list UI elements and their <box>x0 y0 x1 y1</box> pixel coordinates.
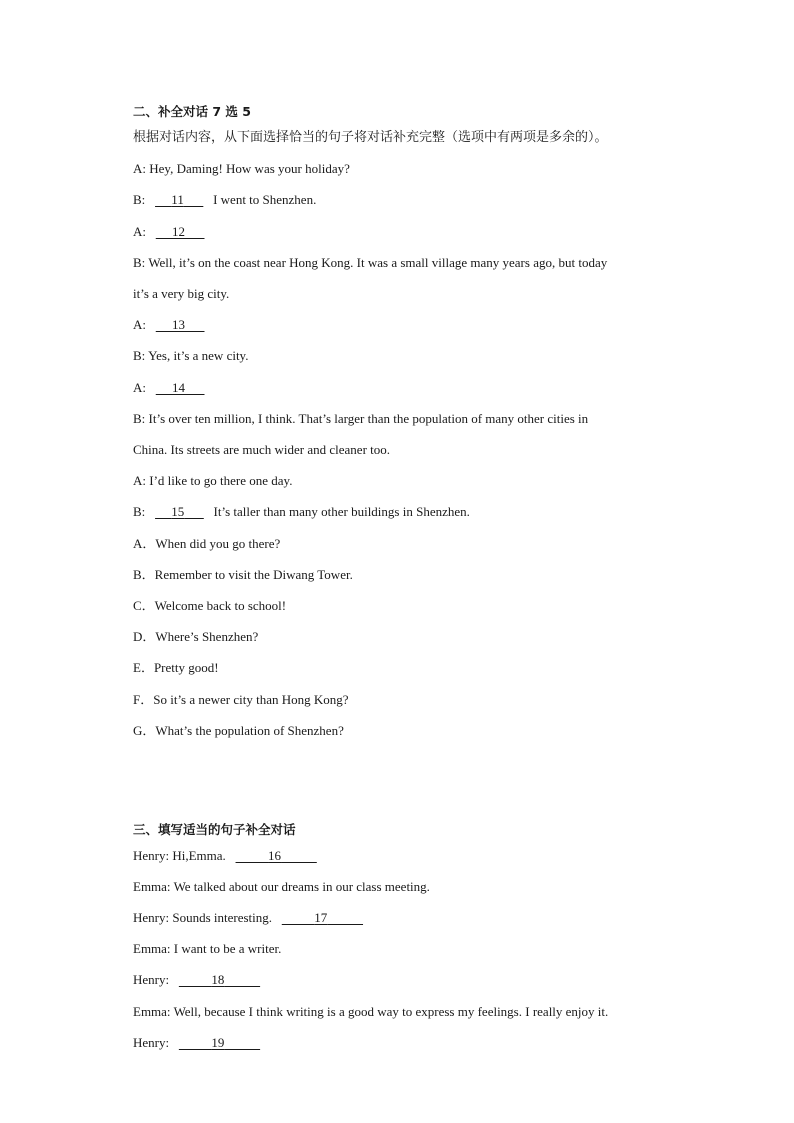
speaker: Henry: <box>133 910 170 925</box>
answer-blank[interactable] <box>155 192 203 208</box>
option-letter: D． <box>133 629 156 644</box>
blank-number: 11 <box>171 192 184 207</box>
section2-instruction: 根据对话内容，从下面选择恰当的句子将对话补充完整（选项中有两项是多余的）。 <box>133 130 608 145</box>
dialogue-line <box>133 1035 260 1051</box>
dialogue-text: Well, it’s on the coast near Hong Kong. It was a small village many years ago, but today <box>148 255 608 270</box>
speaker: Henry: <box>133 972 170 987</box>
dialogue-line <box>133 317 205 333</box>
speaker: Henry: <box>133 1035 170 1050</box>
dialogue-line <box>133 473 292 489</box>
speaker: A: <box>133 380 146 395</box>
dialogue-text: It’s taller than many other buildings in Shenzhen. <box>213 504 470 519</box>
dialogue-text: China. Its streets are much wider and cleaner too. <box>133 442 391 457</box>
dialogue-text: Yes, it’s a new city. <box>148 348 249 363</box>
answer-blank[interactable] <box>179 972 260 988</box>
option-text: Pretty good! <box>153 660 219 675</box>
blank-number: 19 <box>211 1035 225 1050</box>
speaker: B: <box>133 348 146 363</box>
dialogue-text: it’s a very big city. <box>133 286 230 301</box>
speaker: B: <box>133 255 146 270</box>
dialogue-text: I went to Shenzhen. <box>213 192 317 207</box>
option-text: Where’s Shenzhen? <box>155 629 259 644</box>
blank-number: 12 <box>172 224 185 239</box>
dialogue-text: We talked about our dreams in our class meeting. <box>173 879 430 894</box>
dialogue-line <box>133 910 363 926</box>
answer-blank[interactable] <box>156 380 205 396</box>
dialogue-line <box>133 255 607 271</box>
option-letter: C． <box>133 598 155 613</box>
option-item <box>133 692 349 708</box>
speaker: A: <box>133 317 146 332</box>
option-text: Welcome back to school! <box>154 598 287 613</box>
option-item <box>133 598 286 614</box>
answer-blank[interactable] <box>156 224 205 240</box>
option-item <box>133 723 344 739</box>
blank-number: 16 <box>268 848 282 863</box>
speaker: A: <box>133 473 146 488</box>
answer-blank[interactable] <box>155 504 204 520</box>
blank-number: 17 <box>314 910 328 925</box>
dialogue-text: It’s over ten million, I think. That’s larger than the population of many other cities in <box>148 411 589 426</box>
blank-number: 13 <box>172 317 185 332</box>
blank-number: 15 <box>171 504 185 519</box>
dialogue-line <box>133 941 281 957</box>
dialogue-text: Well, because I think writing is a good way to express my feelings. I really enjoy it. <box>173 1004 609 1019</box>
option-text: So it’s a newer city than Hong Kong? <box>153 692 349 707</box>
dialogue-line <box>133 442 390 458</box>
dialogue-line <box>133 879 430 895</box>
option-item <box>133 536 280 552</box>
blank-number: 14 <box>172 380 185 395</box>
dialogue-line <box>133 972 260 988</box>
dialogue-text: I want to be a writer. <box>173 941 282 956</box>
option-letter: B． <box>133 567 155 582</box>
dialogue-line <box>133 192 316 208</box>
dialogue-line <box>133 848 317 864</box>
option-letter: G． <box>133 723 156 738</box>
section2-title: 二、补全对话 7 选 5 <box>133 104 251 119</box>
dialogue-text: I’d like to go there one day. <box>149 473 293 488</box>
option-text: Remember to visit the Diwang Tower. <box>154 567 353 582</box>
blank-number: 18 <box>211 972 225 987</box>
dialogue-text: Sounds interesting. <box>172 910 273 925</box>
option-item <box>133 567 353 583</box>
dialogue-line <box>133 411 588 427</box>
dialogue-line <box>133 380 205 396</box>
option-text: What’s the population of Shenzhen? <box>155 723 344 738</box>
speaker: Emma: <box>133 879 171 894</box>
speaker: Emma: <box>133 941 171 956</box>
option-letter: F． <box>133 692 154 707</box>
dialogue-line <box>133 504 470 520</box>
dialogue-line <box>133 1004 608 1020</box>
dialogue-line <box>133 161 350 177</box>
option-letter: E． <box>133 660 154 675</box>
speaker: B: <box>133 192 146 207</box>
speaker: B: <box>133 504 146 519</box>
speaker: Henry: <box>133 848 170 863</box>
option-text: When did you go there? <box>155 536 281 551</box>
answer-blank[interactable] <box>282 910 363 926</box>
option-letter: A． <box>133 536 156 551</box>
speaker: A: <box>133 161 146 176</box>
dialogue-line <box>133 286 229 302</box>
answer-blank[interactable] <box>179 1035 260 1051</box>
speaker: B: <box>133 411 146 426</box>
dialogue-line <box>133 224 205 240</box>
option-item <box>133 660 219 676</box>
option-item <box>133 629 258 645</box>
answer-blank[interactable] <box>156 317 205 333</box>
answer-blank[interactable] <box>236 848 317 864</box>
speaker: A: <box>133 224 146 239</box>
speaker: Emma: <box>133 1004 171 1019</box>
dialogue-text: Hey, Daming! How was your holiday? <box>149 161 350 176</box>
dialogue-line <box>133 348 248 364</box>
dialogue-text: Hi,Emma. <box>172 848 226 863</box>
section3-title: 三、填写适当的句子补全对话 <box>133 822 296 837</box>
